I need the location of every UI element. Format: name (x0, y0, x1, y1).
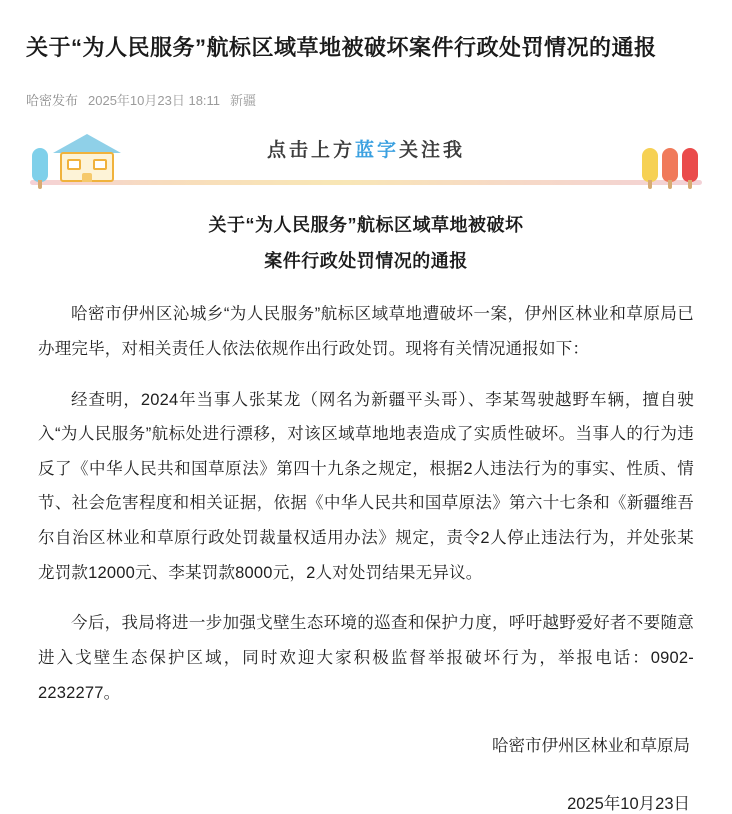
meta-date: 2025年10月23日 18:11 (88, 93, 221, 109)
article-meta (0, 78, 732, 109)
banner-text-after: 关注我 (399, 140, 466, 162)
document-body (0, 279, 732, 814)
signature-organization: 哈密市伊州区林业和草原局 (492, 737, 690, 756)
follow-banner-text (30, 135, 702, 162)
meta-region: 新疆 (230, 93, 257, 109)
follow-banner (30, 129, 702, 191)
page-title: 关于“为人民服务”航标区域草地被破坏案件行政处罚情况的通报 (26, 34, 657, 60)
banner-text-accent: 蓝字 (354, 140, 399, 162)
body-paragraph: 今后，我局将进一步加强戈壁生态环境的巡查和保护力度，呼吁越野爱好者不要随意进入戈壁生态保护区域，同时欢迎大家积极监督举报破坏行为，举报电话：0902-2232277。 (38, 614, 694, 702)
banner-text-before: 点击上方 (266, 140, 355, 162)
meta-source: 哈密发布 (26, 93, 79, 109)
document-title-line-2: 案件行政处罚情况的通报 (264, 251, 468, 272)
body-paragraph: 经查明，2024年当事人张某龙（网名为新疆平头哥）、李某驾驶越野车辆，擅自驶入“为人民服务”航标处进行漂移，对该区域草地地表造成了实质性破坏。当事人的行为违反了《中华人民共和国草原法》第四十九条之规定，根据2人违法行为的事实、性质、情节、社会危害程度和相关证据，依据《中华人民共和国草原法》第六十七条和《新疆维吾尔自治区林业和草原行政处罚裁量权适用办法》规定，责令2人停止违法行为，并处张某龙罚款12000元、李某罚款8000元，2人对处罚结果无异议。 (38, 390, 694, 582)
article-page (0, 15, 732, 814)
body-paragraph: 哈密市伊州区沁城乡“为人民服务”航标区域草地遭破坏一案，伊州区林业和草原局已办理完毕，对相关责任人依法依规作出行政处罚。现将有关情况通报如下： (38, 305, 694, 358)
banner-ground-decoration (30, 180, 702, 185)
signature-date: 2025年10月23日 (567, 795, 690, 814)
document-title (0, 207, 732, 279)
document-title-line-1: 关于“为人民服务”航标区域草地被破坏 (208, 215, 524, 236)
